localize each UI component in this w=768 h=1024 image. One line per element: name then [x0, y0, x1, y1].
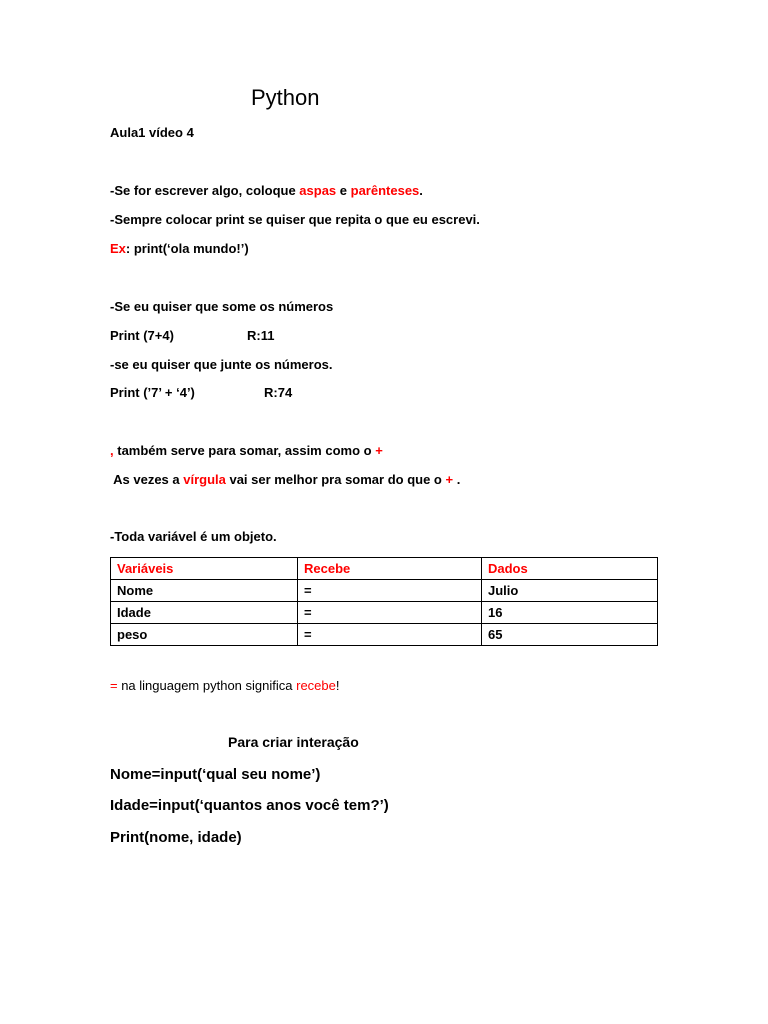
- concat-intro: -se eu quiser que junte os números.: [110, 357, 333, 372]
- table-cell: Nome: [111, 580, 298, 602]
- highlight-recebe: recebe: [296, 678, 336, 693]
- lesson-subtitle: Aula1 vídeo 4: [110, 125, 194, 140]
- table-header-row: [111, 558, 658, 580]
- note-quotes-parentheses: [110, 183, 423, 198]
- table-row: [111, 624, 658, 646]
- highlight-equals: =: [110, 678, 118, 693]
- table-row: [111, 602, 658, 624]
- highlight-aspas: aspas: [299, 183, 337, 198]
- table-cell: Idade: [111, 602, 298, 624]
- example-code: : print(‘ola mundo!’): [125, 241, 249, 256]
- concat-example-code: Print (’7’ + ‘4’): [110, 385, 195, 400]
- highlight-ex: Ex: [110, 241, 126, 256]
- table-cell: =: [298, 580, 482, 602]
- note-text: .: [419, 183, 423, 198]
- note-print: -Sempre colocar print se quiser que repita o que eu escrevi.: [110, 212, 480, 227]
- note-text: na linguagem python significa: [117, 678, 297, 693]
- note-text: vai ser melhor pra somar do que o: [225, 472, 446, 487]
- table-cell: 16: [482, 602, 658, 624]
- table-cell: 65: [482, 624, 658, 646]
- note-text: e: [336, 183, 351, 198]
- note-text: As vezes a: [110, 472, 184, 487]
- table-header-cell: Recebe: [298, 558, 482, 580]
- code-line-print: Print(nome, idade): [110, 829, 242, 846]
- highlight-comma: ,: [110, 443, 114, 458]
- object-note: -Toda variável é um objeto.: [110, 529, 277, 544]
- highlight-plus: +: [375, 443, 383, 458]
- code-line-age: Idade=input(‘quantos anos você tem?’): [110, 797, 389, 814]
- equals-note: [110, 678, 339, 693]
- table-row: [111, 580, 658, 602]
- highlight-parenteses: parênteses: [350, 183, 420, 198]
- concat-example-result: R:74: [264, 385, 293, 400]
- note-text: também serve para somar, assim como o: [113, 443, 376, 458]
- note-text: !: [335, 678, 340, 693]
- note-text: -Se for escrever algo, coloque: [110, 183, 300, 198]
- table-cell: =: [298, 602, 482, 624]
- code-line-name: Nome=input(‘qual seu nome’): [110, 766, 321, 783]
- comma-note-2: [110, 472, 460, 487]
- table-cell: Julio: [482, 580, 658, 602]
- sum-example-result: R:11: [247, 328, 275, 343]
- table-cell: peso: [111, 624, 298, 646]
- comma-note: [110, 443, 383, 458]
- note-example: [110, 241, 249, 256]
- note-text: .: [453, 472, 461, 487]
- interaction-heading: Para criar interação: [228, 734, 359, 750]
- table-header-cell: Dados: [482, 558, 658, 580]
- highlight-virgula: vírgula: [183, 472, 226, 487]
- table-cell: =: [298, 624, 482, 646]
- highlight-plus: +: [445, 472, 454, 487]
- table-header-cell: Variáveis: [111, 558, 298, 580]
- sum-example-code: Print (7+4): [110, 328, 174, 343]
- variables-table: [110, 557, 658, 646]
- sum-intro: -Se eu quiser que some os números: [110, 299, 334, 314]
- page-title: Python: [251, 85, 320, 110]
